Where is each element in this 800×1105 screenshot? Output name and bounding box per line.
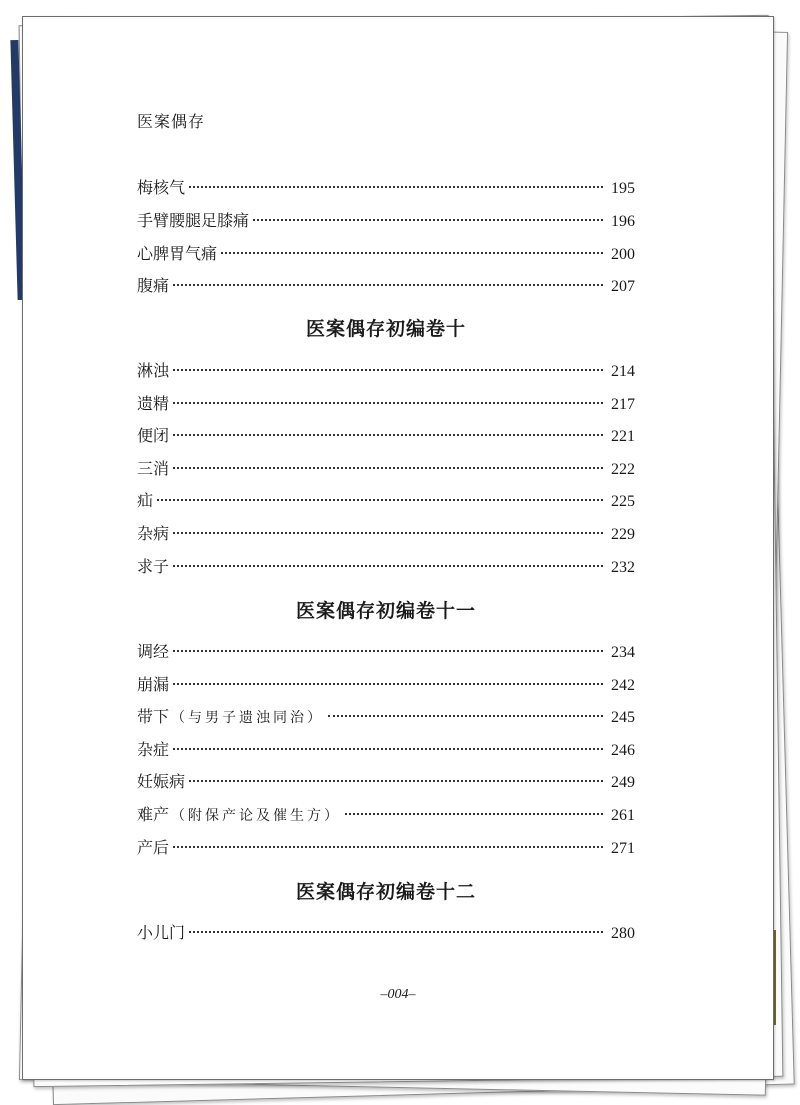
dot-leader <box>328 715 603 717</box>
running-header: 医案偶存 <box>137 112 206 131</box>
dot-leader <box>173 369 603 371</box>
toc-entry-page: 280 <box>611 925 635 942</box>
volume-heading: 医案偶存初编卷十二 <box>295 881 476 903</box>
toc-entry-page: 261 <box>611 807 635 824</box>
toc-entry-page: 214 <box>611 363 635 380</box>
toc-entry-title: 崩漏 <box>137 675 170 694</box>
toc-entry[interactable] <box>137 769 635 793</box>
toc-entry[interactable] <box>137 737 635 761</box>
dot-leader <box>253 219 603 221</box>
dot-leader <box>173 846 603 848</box>
dot-leader <box>173 748 603 750</box>
dot-leader <box>189 186 603 188</box>
toc-entry-title: 梅核气 <box>137 178 186 197</box>
toc-entry-title: 调经 <box>137 642 170 661</box>
toc-entry[interactable] <box>137 456 635 480</box>
dot-leader <box>189 780 603 782</box>
dot-leader <box>345 813 603 815</box>
toc-entry-note: （与男子遗浊同治） <box>171 710 325 726</box>
toc-entry[interactable] <box>137 704 635 728</box>
toc-entry-page: 249 <box>611 774 635 791</box>
volume-heading: 医案偶存初编卷十 <box>305 318 466 340</box>
toc-entry-page: 229 <box>611 526 635 543</box>
toc-entry[interactable] <box>137 639 635 663</box>
toc-entry-title: 求子 <box>137 557 170 576</box>
toc-entry-title: 淋浊 <box>137 361 170 380</box>
toc-entry-title: 产后 <box>137 838 170 857</box>
dot-leader <box>157 499 603 501</box>
dot-leader <box>173 650 603 652</box>
toc-entry-page: 222 <box>611 461 635 478</box>
toc-entry[interactable] <box>137 358 635 382</box>
dot-leader <box>173 434 603 436</box>
toc-entry-page: 221 <box>611 428 635 445</box>
toc-entry[interactable] <box>137 488 635 512</box>
dot-leader <box>173 565 603 567</box>
toc-entry-page: 246 <box>611 742 635 759</box>
toc-entry-page: 234 <box>611 644 635 661</box>
toc-entry-title: 妊娠病 <box>137 772 186 791</box>
toc-entry-title: 小儿门 <box>137 923 186 942</box>
toc-entry-page: 217 <box>611 396 635 413</box>
toc-entry[interactable] <box>137 391 635 415</box>
document-page <box>22 16 774 1080</box>
toc-entry[interactable] <box>137 208 635 232</box>
dot-leader <box>173 402 603 404</box>
toc-entry[interactable] <box>137 920 635 944</box>
toc-entry-title: 手臂腰腿足膝痛 <box>137 211 250 230</box>
toc-entry[interactable] <box>137 241 635 265</box>
toc-entry-page: 225 <box>611 493 635 510</box>
toc-entry-title: 心脾胃气痛 <box>137 244 218 263</box>
toc-entry-title: 杂病 <box>137 524 170 543</box>
toc-entry[interactable] <box>137 175 635 199</box>
toc-entry-page: 271 <box>611 840 635 857</box>
page-number-footer: –004– <box>380 987 416 1002</box>
dot-leader <box>189 931 603 933</box>
toc-entry-note: （附保产论及催生方） <box>171 808 342 824</box>
toc-entry-title: 疝 <box>137 491 154 510</box>
toc-entry-title: 腹痛 <box>137 276 170 295</box>
toc-entry-title: 难产 <box>137 805 170 824</box>
toc-entry-page: 196 <box>611 213 635 230</box>
toc-entry[interactable] <box>137 835 635 859</box>
toc-entry-page: 242 <box>611 677 635 694</box>
toc-entry[interactable] <box>137 273 635 297</box>
dot-leader <box>173 532 603 534</box>
dot-leader <box>221 252 603 254</box>
toc-entry[interactable] <box>137 672 635 696</box>
dot-leader <box>173 467 603 469</box>
toc-entry-page: 232 <box>611 559 635 576</box>
toc-entry-title: 遗精 <box>137 394 170 413</box>
toc-entry-title: 带下 <box>137 707 170 726</box>
toc-entry-title: 三消 <box>137 459 170 478</box>
toc-entry-page: 200 <box>611 246 635 263</box>
toc-entry[interactable] <box>137 554 635 578</box>
toc-entry[interactable] <box>137 423 635 447</box>
toc-entry-page: 245 <box>611 709 635 726</box>
dot-leader <box>173 683 603 685</box>
toc-entry-page: 207 <box>611 278 635 295</box>
volume-heading: 医案偶存初编卷十一 <box>295 600 476 622</box>
toc-entry-title: 杂症 <box>137 740 170 759</box>
toc-entry-title: 便闭 <box>137 426 170 445</box>
toc-entry-page: 195 <box>611 180 635 197</box>
toc-entry[interactable] <box>137 521 635 545</box>
toc-entry[interactable] <box>137 802 635 826</box>
dot-leader <box>173 284 603 286</box>
